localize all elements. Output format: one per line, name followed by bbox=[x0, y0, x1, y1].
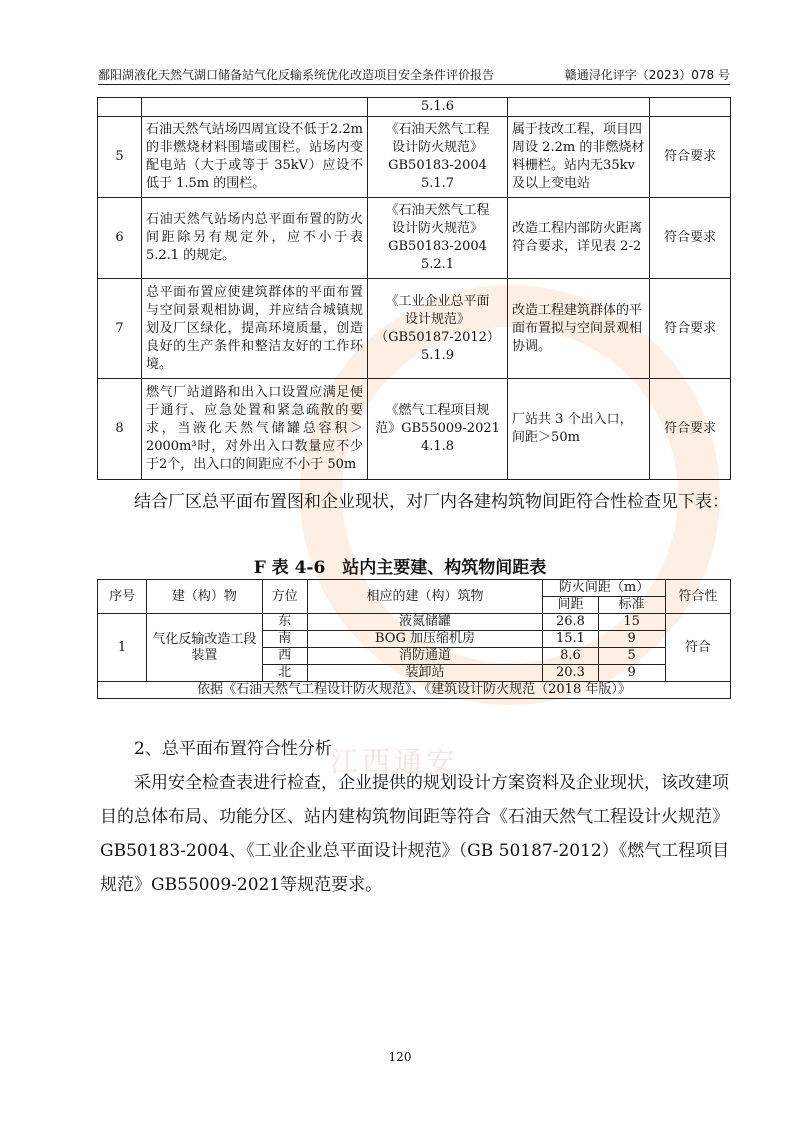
header-rule bbox=[98, 84, 730, 85]
safety-checklist-table bbox=[97, 97, 731, 480]
page-header bbox=[98, 64, 730, 84]
intro-paragraph: 结合厂区总平面布置图和企业现状，对厂内各建构筑物间距符合性检查见下表： bbox=[134, 492, 729, 512]
table-cell bbox=[508, 98, 650, 117]
table-header-row bbox=[98, 580, 731, 597]
actual-distance: 26.8 bbox=[543, 614, 598, 631]
standard-distance: 9 bbox=[598, 631, 665, 648]
implementation-text: 改造工程建筑群体的平面布置拟与空间景观相协调。 bbox=[508, 279, 650, 379]
adjacent-cell: 消防通道 bbox=[307, 648, 543, 665]
direction-cell: 北 bbox=[262, 665, 307, 682]
basis-line: 5.2.1 bbox=[420, 257, 455, 272]
table-cell: 5.1.6 bbox=[367, 98, 507, 117]
report-title: 鄱阳湖液化天然气湖口储备站气化反输系统优化改造项目安全条件评价报告 bbox=[98, 68, 495, 82]
basis-line: 设计防火规范》 bbox=[391, 221, 483, 236]
adjacent-cell: 液氮储罐 bbox=[307, 614, 543, 631]
column-header: 建（构）物 bbox=[147, 580, 262, 614]
basis-line: 设计防火规范》 bbox=[391, 140, 483, 155]
column-header: 方位 bbox=[262, 580, 307, 614]
basis-line: 4.1.8 bbox=[420, 439, 455, 454]
table-cell bbox=[650, 98, 731, 117]
column-header: 标准 bbox=[598, 597, 665, 614]
table-row bbox=[98, 198, 731, 279]
table-cell bbox=[141, 98, 367, 117]
requirement-text: 石油天然气站场四周宜设不低于2.2m 的非燃烧材料围墙或围栏。站场内变配电站（大于或等于 35kV）应设不低于 1.5m 的围栏。 bbox=[141, 117, 367, 198]
requirement-text: 燃气厂站道路和出入口设置应满足便于通行、应急处置和紧急疏散的要求，当液化天然气储罐总容积＞2000m³时，对外出入口数量应不少于2个，出入口的间距应不小于 50m bbox=[141, 379, 367, 480]
result-text: 符合要求 bbox=[650, 117, 731, 198]
table-row bbox=[98, 614, 731, 631]
basis-line: GB50183-2004 bbox=[388, 239, 487, 254]
requirement-text: 总平面布置应使建筑群体的平面布置与空间景观相协调，并应结合城镇规划及厂区绿化，提高环境质量，创造良好的生产条件和整洁友好的工作环境。 bbox=[141, 279, 367, 379]
basis-line: 《工业企业总平面 bbox=[385, 293, 490, 309]
column-header: 相应的建（构）筑物 bbox=[307, 580, 543, 614]
page-number: 120 bbox=[388, 1050, 412, 1064]
basis-cell bbox=[367, 117, 507, 198]
standard-distance: 15 bbox=[598, 614, 665, 631]
basis-line: 《石油天然气工程 bbox=[385, 122, 490, 137]
basis-note: 依据《石油天然气工程设计防火规范》、《建筑设计防火规范（2018 年版）》 bbox=[98, 682, 731, 699]
report-number: 赣通浔化评字（2023）078 号 bbox=[564, 68, 730, 82]
adjacent-cell: 装卸站 bbox=[307, 665, 543, 682]
table-row bbox=[98, 117, 731, 198]
row-number: 6 bbox=[98, 198, 142, 279]
standard-distance: 9 bbox=[598, 665, 665, 682]
basis-line: 《石油天然气工程 bbox=[385, 203, 490, 218]
watermark-text: 江西通安 bbox=[330, 745, 459, 778]
basis-line: 5.1.7 bbox=[420, 176, 455, 191]
row-number: 8 bbox=[98, 379, 142, 480]
adjacent-cell: BOG 加压缩机房 bbox=[307, 631, 543, 648]
implementation-text: 改造工程内部防火距离符合要求，详见表 2-2 bbox=[508, 198, 650, 279]
actual-distance: 15.1 bbox=[543, 631, 598, 648]
row-number: 7 bbox=[98, 279, 142, 379]
basis-line: （GB50187-2012） bbox=[375, 329, 500, 345]
row-number: 1 bbox=[98, 614, 147, 682]
result-text: 符合要求 bbox=[650, 198, 731, 279]
column-header: 间距 bbox=[543, 597, 598, 614]
basis-line: 5.1.9 bbox=[420, 347, 455, 363]
section-heading: 2、总平面布置符合性分析 bbox=[134, 739, 332, 759]
building-name: 气化反输改造工段装置 bbox=[147, 614, 262, 682]
requirement-text: 石油天然气站场内总平面布置的防火间距除另有规定外，应不小于表 5.2.1 的规定。 bbox=[141, 198, 367, 279]
basis-cell bbox=[367, 379, 507, 480]
implementation-text: 厂站共 3 个出入口，间距＞50m bbox=[508, 379, 650, 480]
column-header: 符合性 bbox=[665, 580, 730, 614]
table-row bbox=[98, 98, 731, 117]
column-header: 序号 bbox=[98, 580, 147, 614]
row-number: 5 bbox=[98, 117, 142, 198]
compliance-cell: 符合 bbox=[665, 614, 730, 682]
direction-cell: 东 bbox=[262, 614, 307, 631]
analysis-paragraph: 采用安全检查表进行检查，企业提供的规划设计方案资料及企业现状，该改建项目的总体布局、功能分区、站内建构筑物间距等符合《石油天然气工程设计火规范》GB50183-2004、《工业企业总平面设计规范》（GB 50187-2012）《燃气工程项目规范》GB55009-2021等规范要求。 bbox=[100, 773, 730, 895]
basis-cell bbox=[367, 198, 507, 279]
basis-line: 《燃气工程项目规 bbox=[385, 403, 490, 418]
table-row bbox=[98, 379, 731, 480]
basis-line: 范》GB55009-2021 bbox=[375, 421, 500, 436]
actual-distance: 8.6 bbox=[543, 648, 598, 665]
basis-line: GB50183-2004 bbox=[388, 158, 487, 173]
basis-line: 设计规范》 bbox=[404, 311, 470, 327]
actual-distance: 20.3 bbox=[543, 665, 598, 682]
table-caption: F 表 4-6 站内主要建、构筑物间距表 bbox=[253, 558, 547, 578]
basis-cell bbox=[367, 279, 507, 379]
column-header: 防火间距（m） bbox=[543, 580, 665, 597]
result-text: 符合要求 bbox=[650, 379, 731, 480]
building-distance-table bbox=[97, 579, 731, 699]
result-text: 符合要求 bbox=[650, 279, 731, 379]
direction-cell: 南 bbox=[262, 631, 307, 648]
standard-distance: 5 bbox=[598, 648, 665, 665]
table-cell bbox=[98, 98, 142, 117]
implementation-text: 属于技改工程，项目四周设 2.2m 的非燃烧材料栅栏。站内无35kv 及以上变电站 bbox=[508, 117, 650, 198]
direction-cell: 西 bbox=[262, 648, 307, 665]
table-row bbox=[98, 279, 731, 379]
table-row bbox=[98, 682, 731, 699]
